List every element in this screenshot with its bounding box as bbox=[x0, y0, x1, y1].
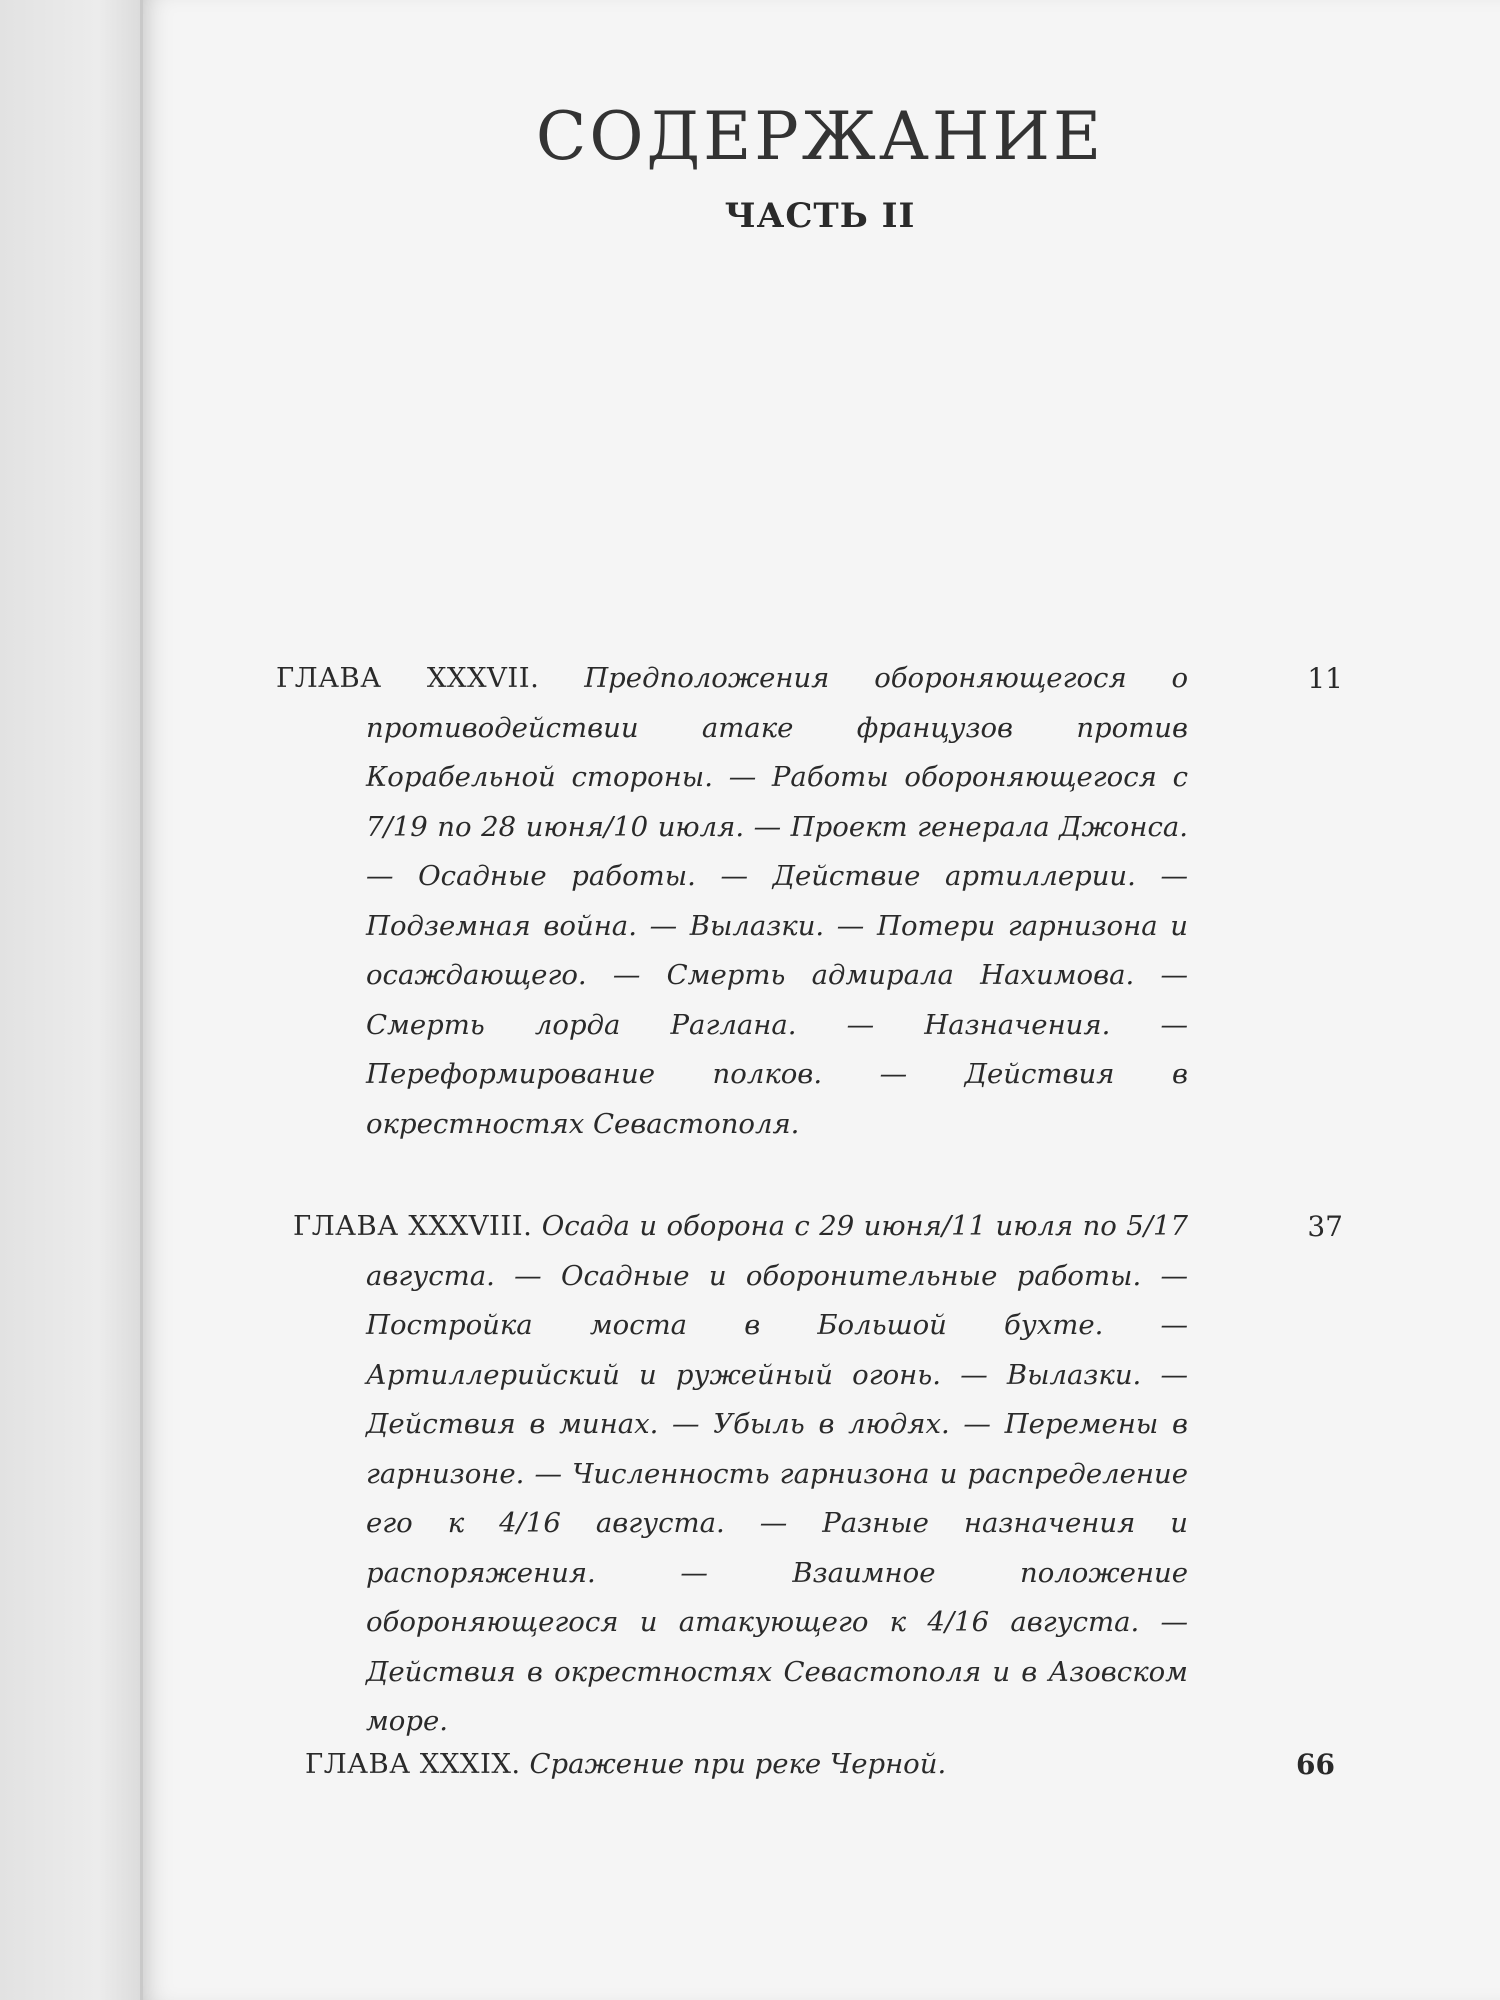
toc-entry[interactable] bbox=[305, 1740, 1335, 1790]
page-number: 11 bbox=[1307, 662, 1343, 695]
page-number: 66 bbox=[1296, 1748, 1335, 1781]
chapter-label: ГЛАВА XXXVII. bbox=[276, 662, 540, 694]
chapter-label: ГЛАВА XXXVIII. bbox=[293, 1210, 533, 1242]
part-heading: ЧАСТЬ II bbox=[724, 196, 916, 236]
book-gutter bbox=[0, 0, 140, 2000]
page-title: СОДЕРЖАНИЕ bbox=[535, 98, 1105, 175]
chapter-description: Осада и оборона с 29 июня/11 июля по 5/17 августа. — Осадные и оборонительные работы. — Постройка моста в Большой бухте. — Артиллерийский и ружейный огонь. — Вылазки. — Действия в минах. — Убыль в людях. — Перемены в гарнизоне. — Численность гарнизона и распределение его к 4/16 августа. — Разные назначения и распоряжения. — Взаимное положение обороняющегося и атакующего к 4/16 августа. — Действия в окрестностях Севастополя и в Азовском море. bbox=[366, 1210, 1188, 1737]
toc-entry-body bbox=[293, 1202, 1188, 1747]
toc-entry[interactable] bbox=[293, 1202, 1343, 1747]
toc-entry-body bbox=[276, 654, 1188, 1149]
toc-entry[interactable] bbox=[276, 654, 1343, 1149]
chapter-label: ГЛАВА XXXIX. bbox=[305, 1748, 521, 1780]
page-number: 37 bbox=[1307, 1210, 1343, 1243]
chapter-description: Предположения обороняющегося о противодействии атаке французов против Корабельной стороны. — Работы обороняющегося с 7/19 по 28 июня/10 июля. — Проект генерала Джонса. — Осадные работы. — Действие артиллерии. — Подземная война. — Вылазки. — Потери гарнизона и осаждающего. — Смерть адмирала Нахимова. — Смерть лорда Раглана. — Назначения. — Переформирование полков. — Действия в окрестностях Севастополя. bbox=[366, 662, 1189, 1140]
chapter-description: Сражение при реке Черной. bbox=[529, 1748, 947, 1780]
toc-entry-body bbox=[305, 1740, 1185, 1790]
